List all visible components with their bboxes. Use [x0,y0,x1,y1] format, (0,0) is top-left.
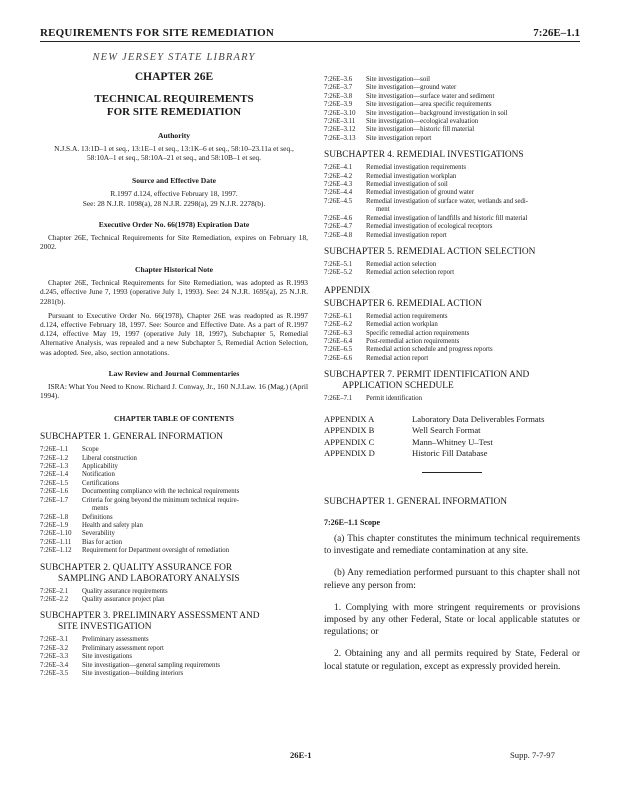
toc-entry-number: 7:26E–2.2 [40,595,69,603]
right-column [324,50,580,673]
toc-entry-number: 7:26E–3.2 [40,644,69,652]
toc-entry-title: Specific remedial action requirements [366,329,470,337]
toc-entry [324,164,580,172]
toc-entry [324,338,580,346]
toc-entry [40,670,308,678]
toc-entry-number: 7:26E–6.5 [324,346,353,354]
toc-subchapter-3-heading-line-2: SITE INVESTIGATION [58,622,152,633]
toc-entry-number: 7:26E–3.9 [324,101,353,109]
toc-entry-title: Site investigations [82,653,133,661]
toc-entry-number: 7:26E–4.2 [324,172,353,180]
appendix-title: Well Search Format [412,425,481,436]
toc-entry-title: Health and safety plan [82,521,143,529]
toc-entry [40,636,308,644]
authority-heading: Authority [157,131,191,140]
toc-entry-number: 7:26E–6.4 [324,337,353,345]
toc-entry [324,355,580,363]
toc-entry [324,93,580,101]
toc-entry-title: Remedial investigation report [366,231,447,239]
toc-entry [324,269,580,277]
toc-entry-title-continued: ments [92,505,109,513]
toc-entry-number: 7:26E–4.1 [324,164,353,172]
toc-entry-title: Liberal construction [82,454,137,462]
toc-entry-title: Remedial action workplan [366,321,438,329]
toc-entry-title: Remedial action report [366,354,429,362]
toc-entry [324,173,580,181]
toc-entry-number: 7:26E–3.5 [40,669,69,677]
toc-entry-number: 7:26E–1.12 [40,547,72,555]
toc-entry [324,321,580,329]
toc-entry [40,522,308,530]
toc-entry [324,232,580,240]
toc-entry [40,596,308,604]
toc-entry-number: 7:26E–1.7 [40,496,69,504]
appendix-letter: APPENDIX D [324,448,375,459]
toc-heading: CHAPTER TABLE OF CONTENTS [114,414,234,424]
toc-subchapter-2-heading-line-2: SAMPLING AND LABORATORY ANALYSIS [58,573,240,584]
toc-entry-title: Site investigation—historic fill material [366,126,475,134]
toc-entry-title: Site investigation—soil [366,76,431,83]
toc-entry [324,110,580,118]
toc-entry-number: 7:26E–3.3 [40,653,69,661]
toc-entry-title: Remedial action selection [366,260,437,268]
toc-entry-title: Scope [82,446,99,454]
toc-subchapter-2-heading [40,563,308,585]
toc-appendix-label: APPENDIX [324,285,371,296]
law-review-text: ISRA: What You Need to Know. Richard J. Conway, Jr., 160 N.J.Law. 16 (Mag.) (April 1994). [40,381,308,401]
toc-entry [40,446,308,454]
toc-entry [40,455,308,463]
toc-list-subchapter-7 [324,395,580,403]
toc-entry-title: Severability [82,530,115,538]
body-subchapter-heading: SUBCHAPTER 1. GENERAL INFORMATION [324,496,507,507]
toc-entry-number: 7:26E–4.8 [324,231,353,239]
historical-note-paragraph-1: Chapter 26E, Technical Requirements for Site Remediation, was adopted as R.1993 d.245, effective June 7, 1993 (operative July 1, 1993). See: 24 N.J.R. 1695(a), 25 N.J.R. 2281(b). [40,278,308,306]
toc-entry-title: Remedial investigation of ecological receptors [366,223,493,231]
toc-subchapter-7-heading-line-2: APPLICATION SCHEDULE [342,381,454,392]
toc-entry-number: 7:26E–3.8 [324,92,353,100]
historical-note-paragraph-2: Pursuant to Executive Order No. 66(1978), Chapter 26E was readopted as R.1997 d.124, effective February 18, 1997. See: Source and Effective Date. As a part of R.1997 d.124, effective May 19, 1997 (operative July 18, 1997), Subchapter 5, Remedial Alternative Analysis, was repealed and a new Subchapter 5, Remedial Action Selection, was adopted. See, also, section annotations. [40,310,308,357]
toc-list-subchapter-3-part-2 [324,76,580,143]
toc-entry [40,530,308,538]
header-section-number: 7:26E–1.1 [533,27,580,39]
source-heading: Source and Effective Date [131,176,216,186]
toc-subchapter-5-heading: SUBCHAPTER 5. REMEDIAL ACTION SELECTION [324,246,536,257]
appendix-list [324,414,580,460]
toc-entry-number: 7:26E–3.10 [324,109,356,117]
toc-entry-number: 7:26E–2.1 [40,587,69,595]
toc-entry-title: Remedial action requirements [366,312,448,320]
toc-list-subchapter-1 [40,446,308,555]
toc-list-subchapter-5 [324,261,580,278]
toc-entry-title: Remedial investigation of landfills and historic fill material [366,214,528,222]
toc-entry [324,118,580,126]
toc-list-subchapter-3-part-1 [40,636,308,678]
toc-entry [324,346,580,354]
toc-subchapter-4-heading: SUBCHAPTER 4. REMEDIAL INVESTIGATIONS [324,150,524,161]
paragraph-b: (b) Any remediation performed pursuant to this chapter shall not relieve any person from: [324,568,580,591]
toc-entry-number: 7:26E–6.6 [324,354,353,362]
toc-entry [40,547,308,555]
appendix-letter: APPENDIX A [324,413,375,424]
toc-entry [324,261,580,269]
toc-entry-title: Remedial investigation of soil [366,181,448,189]
chapter-number: CHAPTER 26E [134,71,214,83]
source-line-1: R.1997 d.124, effective February 18, 1997. [110,189,238,199]
appendix-letter: APPENDIX B [324,425,375,436]
paragraph-b-1: 1. Complying with more stringent requirements or provisions imposed by any other Federal, State or local applicable statutes or regulations; or [324,602,580,638]
chapter-title-line-1: TECHNICAL REQUIREMENTS [94,93,254,105]
toc-entry-title: Applicability [82,463,118,471]
appendix-title: Historic Fill Database [412,448,488,459]
toc-entry-title: Remedial investigation of ground water [366,189,474,197]
toc-entry-title: Site investigation—ecological evaluation [366,118,479,126]
toc-subchapter-3-heading [40,611,308,633]
toc-entry-continuation [324,206,580,214]
toc-entry [324,330,580,338]
toc-entry-number: 7:26E–1.3 [40,463,69,471]
toc-entry [40,645,308,653]
toc-subchapter-3-heading-line-1: SUBCHAPTER 3. PRELIMINARY ASSESSMENT AND [40,611,260,622]
toc-entry-number: 7:26E–3.13 [324,134,356,142]
executive-order-heading: Executive Order No. 66(1978) Expiration Date [98,219,250,229]
paragraph-b-2: 2. Obtaining any and all permits required by State, Federal or local statute or regulation, except as expressly provided herein. [324,649,580,672]
toc-entry-title: Preliminary assessments [82,636,149,644]
toc-entry-number: 7:26E–1.11 [40,538,72,546]
toc-entry-number: 7:26E–1.4 [40,471,69,479]
toc-entry-title: Permit identification [366,395,423,403]
historical-note-heading: Chapter Historical Note [135,265,213,275]
toc-entry [40,514,308,522]
paragraph-a: (a) This chapter constitutes the minimum technical requirements to investigate and remediate contamination at any site. [324,533,580,557]
toc-entry-title: Criteria for going beyond the minimum technical require- [82,496,239,504]
toc-entry-number: 7:26E–3.4 [40,661,69,669]
toc-entry [324,223,580,231]
toc-entry-number: 7:26E–6.3 [324,329,353,337]
section-heading: 7:26E–1.1 Scope [324,517,380,527]
toc-entry-title: Certifications [82,479,119,487]
toc-entry-title: Documenting compliance with the technical requirements [82,488,240,496]
toc-subchapter-7-heading [324,370,580,392]
toc-list-subchapter-4 [324,164,580,240]
toc-entry-title: Bias for action [82,538,123,546]
toc-entry-number: 7:26E–6.2 [324,321,353,329]
toc-entry [40,653,308,661]
toc-entry-title: Site investigation—area specific requirements [366,101,492,109]
running-header [40,27,580,42]
toc-entry-title: Notification [82,471,115,479]
authority-text: N.J.S.A. 13:1D–1 et seq., 13:1E–1 et seq., 13:1K–6 et seq., 58:10–23.11a et seq., 58:10A–1 et seq., 58:10A–21 et seq., and 58:10B–1 et seq. [54,144,294,163]
toc-entry [40,539,308,547]
toc-entry-number: 7:26E–3.7 [324,84,353,92]
toc-entry-number: 7:26E–1.6 [40,488,69,496]
left-column [40,50,308,678]
toc-subchapter-7-heading-line-1: SUBCHAPTER 7. PERMIT IDENTIFICATION AND [324,370,530,381]
toc-entry-title: Remedial investigation workplan [366,172,457,180]
toc-entry [40,488,308,496]
toc-entry [324,76,580,84]
toc-entry-number: 7:26E–3.11 [324,118,356,126]
toc-entry-title: Remedial investigation requirements [366,164,467,172]
toc-entry-number: 7:26E–4.3 [324,181,353,189]
toc-entry [40,480,308,488]
toc-entry-continuation [40,505,308,513]
supplement-date: Supp. 7-7-97 [510,750,555,760]
executive-order-text: Chapter 26E, Technical Requirements for Site Remediation, expires on February 18, 2002. [40,232,308,252]
chapter-title-line-2: FOR SITE REMEDIATION [106,106,242,118]
toc-entry [324,101,580,109]
toc-entry [324,198,580,206]
section-divider [422,472,482,473]
toc-entry [324,215,580,223]
toc-list-subchapter-2 [40,588,308,605]
toc-entry-number: 7:26E–1.8 [40,513,69,521]
appendix-entry [324,448,580,460]
toc-entry-title: Quality assurance requirements [82,587,168,595]
toc-entry-title: Site investigation report [366,134,432,142]
toc-entry-title: Requirement for Department oversight of remediation [82,547,230,555]
toc-entry [324,181,580,189]
appendix-title: Mann–Whitney U–Test [412,436,493,447]
toc-entry [40,471,308,479]
toc-entry-title: Definitions [82,513,113,521]
toc-entry-title: Site investigation—background investigation in soil [366,109,508,117]
source-line-2: See: 28 N.J.R. 1098(a), 28 N.J.R. 2298(a), 29 N.J.R. 2278(b). [82,198,266,208]
toc-entry [324,313,580,321]
toc-entry [324,126,580,134]
toc-entry-number: 7:26E–1.5 [40,479,69,487]
toc-entry [324,189,580,197]
toc-entry [324,135,580,143]
appendix-entry [324,425,580,437]
toc-entry-number: 7:26E–4.5 [324,197,353,205]
toc-list-subchapter-6 [324,313,580,363]
toc-entry-number: 7:26E–4.4 [324,189,353,197]
toc-entry-number: 7:26E–1.10 [40,530,72,538]
toc-entry [40,497,308,505]
toc-entry-title: Site investigation—surface water and sediment [366,92,495,100]
toc-entry [40,662,308,670]
toc-entry [40,463,308,471]
toc-entry-title: Preliminary assessment report [82,644,164,652]
toc-entry-title-continued: ment [376,206,390,214]
toc-entry [324,395,580,403]
chapter-title [40,93,308,119]
toc-entry-title: Site investigation—general sampling requirements [82,661,220,669]
toc-entry [40,588,308,596]
toc-entry-number: 7:26E–3.1 [40,636,69,644]
library-stamp: NEW JERSEY STATE LIBRARY [92,52,256,63]
toc-entry-title: Site investigation—ground water [366,84,457,92]
page-number: 26E-1 [290,750,312,760]
toc-entry-number: 7:26E–1.2 [40,454,69,462]
header-title: REQUIREMENTS FOR SITE REMEDIATION [40,27,275,39]
toc-entry-number: 7:26E–4.6 [324,214,353,222]
toc-entry-number: 7:26E–1.1 [40,446,69,454]
appendix-entry [324,414,580,426]
toc-subchapter-2-heading-line-1: SUBCHAPTER 2. QUALITY ASSURANCE FOR [40,562,233,573]
toc-entry-number: 7:26E–3.12 [324,126,356,134]
toc-subchapter-6-heading: SUBCHAPTER 6. REMEDIAL ACTION [324,298,482,309]
toc-entry-title: Remedial action selection report [366,269,455,277]
appendix-title: Laboratory Data Deliverables Formats [412,413,545,424]
toc-entry [324,84,580,92]
toc-entry-number: 7:26E–7.1 [324,395,353,403]
toc-entry-number: 7:26E–5.1 [324,260,353,268]
toc-subchapter-1-heading: SUBCHAPTER 1. GENERAL INFORMATION [40,432,223,443]
toc-entry-title: Site investigation—building interiors [82,669,184,677]
toc-entry-title: Quality assurance project plan [82,595,165,603]
appendix-entry [324,437,580,449]
appendix-letter: APPENDIX C [324,436,375,447]
toc-entry-title: Remedial action schedule and progress reports [366,346,493,354]
toc-entry-number: 7:26E–3.6 [324,76,353,83]
toc-entry-number: 7:26E–5.2 [324,269,353,277]
toc-entry-title: Post-remedial action requirements [366,337,460,345]
toc-entry-number: 7:26E–1.9 [40,521,69,529]
toc-entry-number: 7:26E–4.7 [324,223,353,231]
toc-entry-title: Remedial investigation of surface water, wetlands and sedi- [366,197,529,205]
law-review-heading: Law Review and Journal Commentaries [108,368,240,378]
toc-entry-number: 7:26E–6.1 [324,312,353,320]
